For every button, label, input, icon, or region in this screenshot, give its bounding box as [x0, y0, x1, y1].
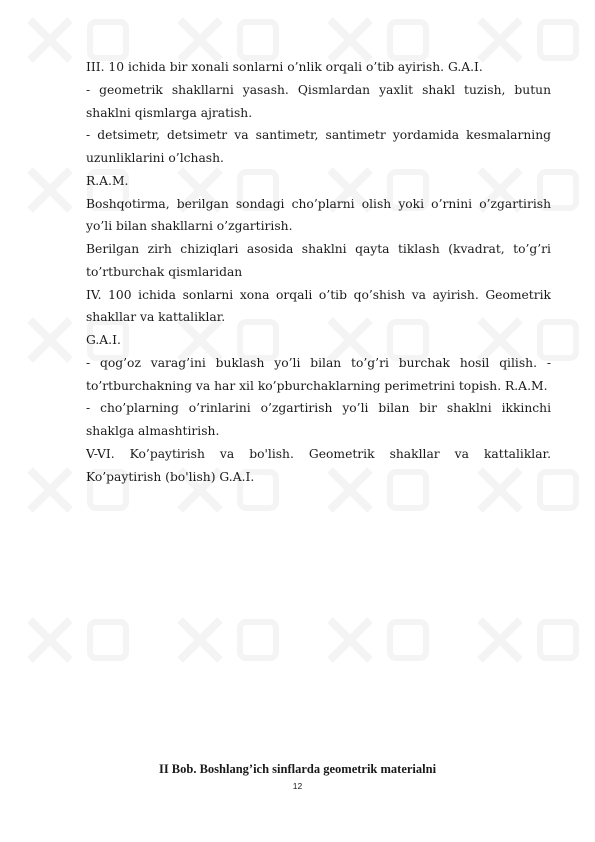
paragraph-3: - detsimetr, detsimetr va santimetr, santimetr yordamida kesmalarning uzunliklarini o’lchash. [86, 128, 551, 165]
paragraph-7: IV. 100 ichida sonlarni xona orqali o’tib qo’shish va ayirish. Geometrik shakllar va kattaliklar. [86, 287, 551, 325]
paragraph-10: - cho’plarning o’rinlarini o’zgartirish yo’li bilan bir shaklni ikkinchi shaklga almashtirish. [86, 401, 551, 438]
watermark-mark [330, 20, 426, 60]
watermark-mark [480, 620, 576, 660]
paragraph-2: - geometrik shakllarni yasash. Qismlardan yaxlit shakl tuzish, butun shaklni qismlarga ajratish. [86, 82, 551, 120]
watermark-mark [480, 20, 576, 60]
watermark-mark [330, 620, 426, 660]
watermark-mark [30, 20, 126, 60]
paragraph-5: Boshqotirma, berilgan sondagi cho’plarni olish yoki o’rnini o’zgartirish yo’li bilan shakllarni o’zgartirish. [86, 196, 551, 234]
paragraph-8: G.A.I. [86, 333, 121, 347]
page-number: 12 [292, 781, 303, 791]
watermark-mark [180, 20, 276, 60]
body-text [86, 56, 551, 488]
paragraph-1: III. 10 ichida bir xonali sonlarni o’nlik orqali o’tib ayirish. G.A.I. [86, 60, 483, 74]
paragraph-11: V-VI. Ko’paytirish va bo'lish. Geometrik shakllar va kattaliklar. Ko’paytirish (bo'lish) G.A.I. [86, 446, 551, 484]
watermark-mark [30, 620, 126, 660]
chapter-title: II Bob. Boshlang’ich sinflarda geometrik materialni [158, 762, 437, 776]
paragraph-9: - qog’oz varag’ini buklash yo’li bilan to’g’ri burchak hosil qilish. - to’rtburchakning va har xil ko’pburchaklarning perimetrini topish. R.A.M. [86, 355, 551, 393]
watermark-mark [180, 620, 276, 660]
paragraph-4: R.A.M. [86, 173, 129, 188]
paragraph-6: Berilgan zirh chiziqlari asosida shaklni qayta tiklash (kvadrat, to’g’ri to’rtburchak qismlaridan [86, 242, 551, 279]
